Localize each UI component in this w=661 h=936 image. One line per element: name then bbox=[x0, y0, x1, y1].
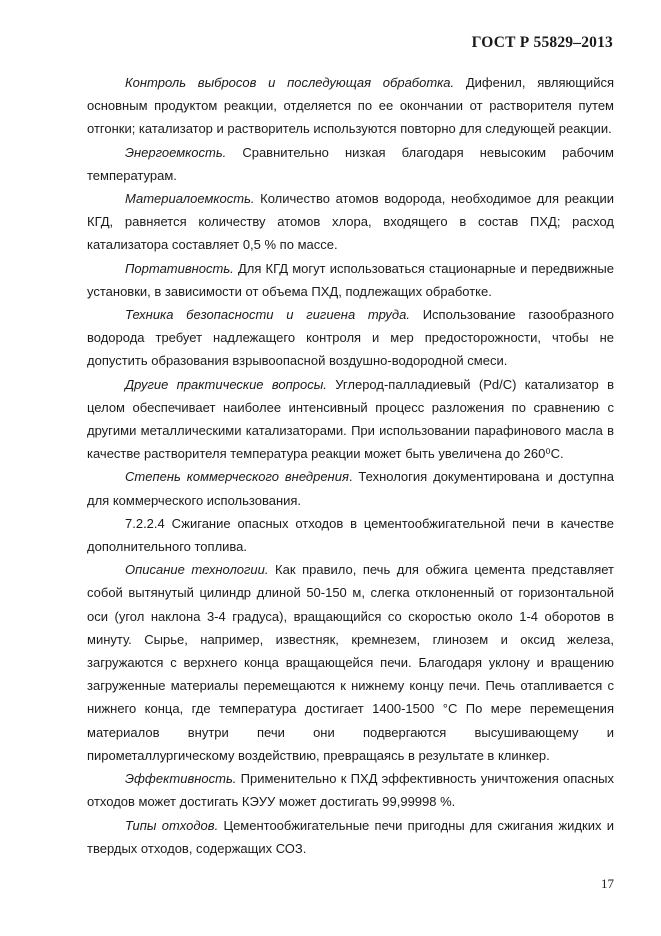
paragraph-text: . Технология документирована и доступна для коммерческого использования. bbox=[87, 469, 614, 508]
paragraph-practical-issues bbox=[87, 373, 614, 466]
paragraph-lead: Эффективность. bbox=[125, 771, 237, 787]
paragraph-text: Для КГД могут использоваться стационарные и передвижные установки, в зависимости от объема ПХД, подлежащих обработке. bbox=[87, 260, 614, 299]
paragraph-safety bbox=[87, 303, 614, 373]
paragraph-energy-intensity bbox=[87, 141, 614, 187]
paragraph-lead: Другие практические вопросы. bbox=[125, 376, 327, 392]
paragraph-lead: Техника безопасности и гигиена труда. bbox=[125, 307, 410, 323]
paragraph-lead: Описание технологии. bbox=[125, 562, 269, 578]
paragraph-text: Использование газообразного водорода требует надлежащего контроля и мер предосторожности, чтобы не допустить образования взрывоопасной воздушно-водородной смеси. bbox=[87, 307, 614, 369]
paragraph-technology-description bbox=[87, 558, 614, 767]
paragraph-text: Углерод-палладиевый (Pd/C) катализатор в целом обеспечивает наиболее интенсивный процесс разложения по сравнению с другими металлическими катализаторами. При использовании парафинового масла в качестве растворителя температура реакции может быть увеличена до 260⁰С. bbox=[87, 376, 615, 462]
paragraph-lead: Степень коммерческого внедрения bbox=[125, 469, 349, 485]
body-text bbox=[87, 71, 614, 860]
paragraph-lead: Типы отходов. bbox=[125, 817, 219, 833]
paragraph-text: Сравнительно низкая благодаря невысоким рабочим температурам. bbox=[87, 144, 614, 183]
paragraph-efficiency bbox=[87, 767, 614, 813]
paragraph-text: Цементообжигательные печи пригодны для сжигания жидких и твердых отходов, содержащих СОЗ. bbox=[87, 817, 614, 856]
paragraph-lead: Контроль выбросов и последующая обработка. bbox=[125, 75, 455, 90]
section-heading-text: 7.2.2.4 Сжигание опасных отходов в цементообжигательной печи в качестве дополнительного топлива. bbox=[87, 515, 614, 555]
paragraph-material-intensity bbox=[87, 187, 614, 257]
section-heading-7-2-2-4 bbox=[87, 512, 614, 558]
paragraph-commercial-status bbox=[87, 465, 614, 511]
paragraph-text: Как правило, печь для обжига цемента представляет собой вытянутый цилиндр длиной 50-150 м, слегка отклоненный от горизонтальной оси (угол наклона 3-4 градуса), вращающийся со скоростью около 1-4 оборотов в минуту. Сырье, например, известняк, кремнезем, глинозем и оксид железа, загружаются с верхнего конца вращающейся печи. Благодаря уклону и вращению загруженные материалы перемещаются к нижнему концу печи. Печь отапливается с нижнего конца, где температура достигает 1400-1500 °С По мере перемещения материалов внутри печи они подвергаются высушивающему и пирометаллургическому воздействию, превращаясь в результате в клинкер. bbox=[87, 562, 614, 763]
paragraph-waste-types bbox=[87, 814, 614, 860]
standard-code-header: ГОСТ Р 55829–2013 bbox=[471, 34, 613, 51]
paragraph-lead: Портативность. bbox=[125, 260, 234, 276]
paragraph-portability bbox=[87, 257, 614, 303]
paragraph-lead: Материалоемкость. bbox=[125, 191, 255, 207]
page-number: 17 bbox=[601, 876, 614, 891]
paragraph-text: Применительно к ПХД эффективность уничтожения опасных отходов может достигать КЭУУ может достигать 99,99998 %. bbox=[87, 771, 614, 810]
paragraph-text: Количество атомов водорода, необходимое для реакции КГД, равняется количеству атомов хлора, входящего в состав ПХД; расход катализатора составляет 0,5 % по массе. bbox=[87, 191, 614, 253]
paragraph-lead: Энергоемкость. bbox=[125, 144, 227, 160]
paragraph-emissions-control bbox=[87, 71, 614, 141]
paragraph-text: Дифенил, являющийся основным продуктом реакции, отделяется по ее окончании от растворителя путем отгонки; катализатор и растворитель используются повторно для следующей реакции. bbox=[87, 75, 614, 137]
